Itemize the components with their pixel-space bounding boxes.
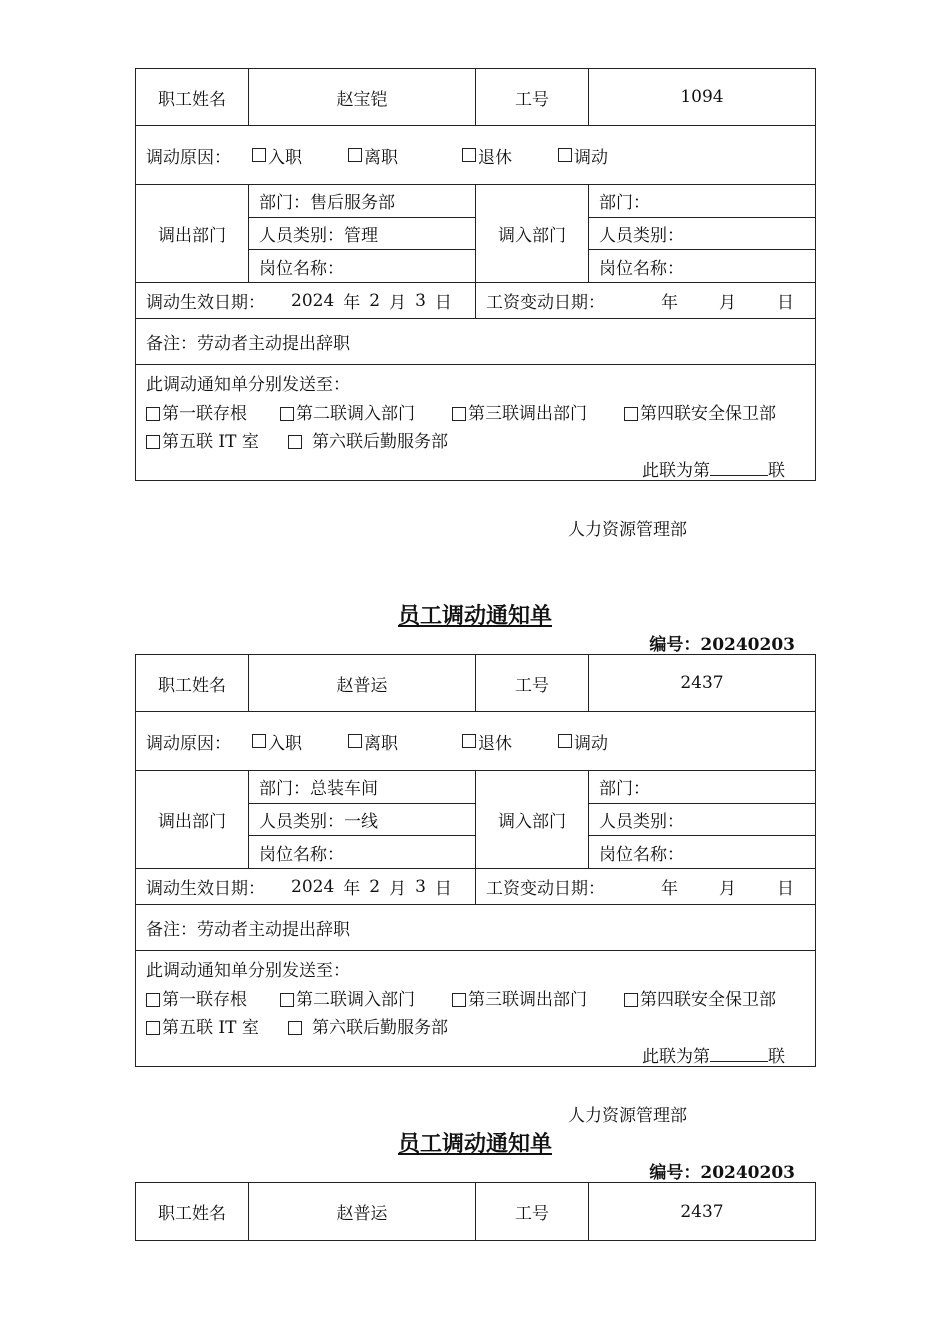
name-label: 职工姓名 — [136, 655, 249, 711]
in-position-line: 岗位名称： — [599, 258, 684, 279]
name-label: 职工姓名 — [136, 69, 249, 125]
checkbox-icon — [624, 993, 638, 1007]
checkbox-retire[interactable]: 退休 — [462, 729, 558, 754]
checkbox-icon — [252, 734, 266, 748]
checkbox-icon — [558, 148, 572, 162]
checkbox-icon — [462, 734, 476, 748]
out-dept-label: 调出部门 — [136, 771, 249, 868]
reason-row — [136, 126, 815, 185]
form-title: 员工调动通知单 — [397, 1131, 552, 1157]
reason-row — [136, 712, 815, 771]
note-text: 劳动者主动提出辞职 — [197, 334, 350, 354]
out-position-line: 岗位名称： — [259, 844, 344, 865]
name-label: 职工姓名 — [136, 1183, 249, 1240]
checkbox-icon — [146, 407, 160, 421]
checkbox-icon — [146, 993, 160, 1007]
send-to-label: 此调动通知单分别发送至： — [146, 375, 350, 395]
note-row: 备注： 劳动者主动提出辞职 — [136, 905, 815, 951]
checkbox-icon — [348, 734, 362, 748]
out-dept-details — [249, 185, 476, 282]
date-row — [136, 283, 815, 319]
out-dept-line: 部门： 总装车间 — [249, 771, 475, 804]
checkbox-icon — [280, 407, 294, 421]
transfer-form-2 — [135, 654, 816, 1067]
copy-checkbox-6[interactable]: 第六联后勤服务部 — [288, 428, 448, 457]
date-row — [136, 869, 815, 905]
copy-number: 此联为第 联 — [642, 1046, 785, 1067]
checkbox-icon — [558, 734, 572, 748]
out-category-line: 人员类别： 一线 — [249, 804, 475, 837]
serial-number: 编号：20240203 — [649, 635, 795, 655]
hr-dept-signature: 人力资源管理部 — [568, 520, 687, 540]
copy-checkbox-1[interactable]: 第一联存根 — [146, 400, 280, 429]
in-dept-line: 部门： — [589, 185, 815, 218]
copy-checkbox-2[interactable]: 第二联调入部门 — [280, 986, 452, 1015]
copy-number: 此联为第 联 — [642, 460, 785, 481]
in-dept-label: 调入部门 — [476, 771, 589, 868]
out-dept-line: 部门： 售后服务部 — [249, 185, 475, 218]
send-row — [136, 365, 815, 480]
out-dept-details — [249, 771, 476, 868]
checkbox-join[interactable]: 入职 — [252, 729, 348, 754]
name-value: 赵普运 — [249, 1183, 476, 1240]
effective-date: 调动生效日期： 2024 年 2 月 3 日 — [136, 283, 476, 318]
transfer-form-1 — [135, 68, 816, 481]
reason-label: 调动原因： — [146, 147, 231, 168]
copy-checkbox-1[interactable]: 第一联存根 — [146, 986, 280, 1015]
in-position-line: 岗位名称： — [599, 844, 684, 865]
id-value: 2437 — [680, 673, 724, 693]
copy-checkbox-5[interactable]: 第五联 IT 室 — [146, 428, 288, 457]
employee-row — [136, 655, 815, 712]
id-label: 工号 — [476, 655, 589, 711]
copy-checkbox-5[interactable]: 第五联 IT 室 — [146, 1014, 288, 1043]
salary-date: 工资变动日期： 年 月 日 — [486, 293, 794, 313]
employee-row — [136, 1183, 815, 1240]
checkbox-transfer[interactable]: 调动 — [558, 729, 608, 754]
id-value: 2437 — [680, 1201, 724, 1222]
copy-checkbox-4[interactable]: 第四联安全保卫部 — [624, 400, 776, 429]
checkbox-icon — [452, 993, 466, 1007]
copy-checkbox-6[interactable]: 第六联后勤服务部 — [288, 1014, 448, 1043]
reason-label: 调动原因： — [146, 733, 231, 754]
checkbox-icon — [146, 1021, 160, 1035]
in-category-line: 人员类别： — [589, 804, 815, 837]
checkbox-icon — [452, 407, 466, 421]
checkbox-icon — [462, 148, 476, 162]
serial-number: 编号：20240203 — [649, 1163, 795, 1183]
name-value: 赵宝铠 — [249, 69, 476, 125]
in-category-line: 人员类别： — [589, 218, 815, 251]
copy-checkbox-3[interactable]: 第三联调出部门 — [452, 986, 624, 1015]
out-category-line: 人员类别： 管理 — [249, 218, 475, 251]
note-text: 劳动者主动提出辞职 — [197, 920, 350, 940]
salary-date: 工资变动日期： 年 月 日 — [486, 879, 794, 899]
out-position-line: 岗位名称： — [259, 258, 344, 279]
in-dept-line: 部门： — [589, 771, 815, 804]
in-dept-details — [589, 185, 815, 282]
transfer-form-3 — [135, 1182, 816, 1241]
name-value: 赵普运 — [249, 655, 476, 711]
checkbox-join[interactable]: 入职 — [252, 143, 348, 168]
dept-row — [136, 185, 815, 283]
checkbox-icon — [288, 1021, 302, 1035]
hr-dept-signature: 人力资源管理部 — [568, 1106, 687, 1126]
id-label: 工号 — [476, 1183, 589, 1240]
in-dept-details — [589, 771, 815, 868]
checkbox-icon — [624, 407, 638, 421]
id-value: 1094 — [680, 87, 724, 107]
checkbox-leave[interactable]: 离职 — [348, 143, 462, 168]
checkbox-icon — [288, 435, 302, 449]
in-dept-label: 调入部门 — [476, 185, 589, 282]
copy-checkbox-2[interactable]: 第二联调入部门 — [280, 400, 452, 429]
dept-row — [136, 771, 815, 869]
copy-checkbox-4[interactable]: 第四联安全保卫部 — [624, 986, 776, 1015]
checkbox-icon — [280, 993, 294, 1007]
out-dept-label: 调出部门 — [136, 185, 249, 282]
checkbox-icon — [348, 148, 362, 162]
send-row — [136, 951, 815, 1066]
form-title: 员工调动通知单 — [397, 603, 552, 629]
checkbox-transfer[interactable]: 调动 — [558, 143, 608, 168]
checkbox-leave[interactable]: 离职 — [348, 729, 462, 754]
copy-checkbox-3[interactable]: 第三联调出部门 — [452, 400, 624, 429]
employee-row — [136, 69, 815, 126]
send-to-label: 此调动通知单分别发送至： — [146, 961, 350, 981]
checkbox-retire[interactable]: 退休 — [462, 143, 558, 168]
effective-date: 调动生效日期： 2024 年 2 月 3 日 — [136, 869, 476, 904]
checkbox-icon — [252, 148, 266, 162]
note-row: 备注： 劳动者主动提出辞职 — [136, 319, 815, 365]
id-label: 工号 — [476, 69, 589, 125]
checkbox-icon — [146, 435, 160, 449]
